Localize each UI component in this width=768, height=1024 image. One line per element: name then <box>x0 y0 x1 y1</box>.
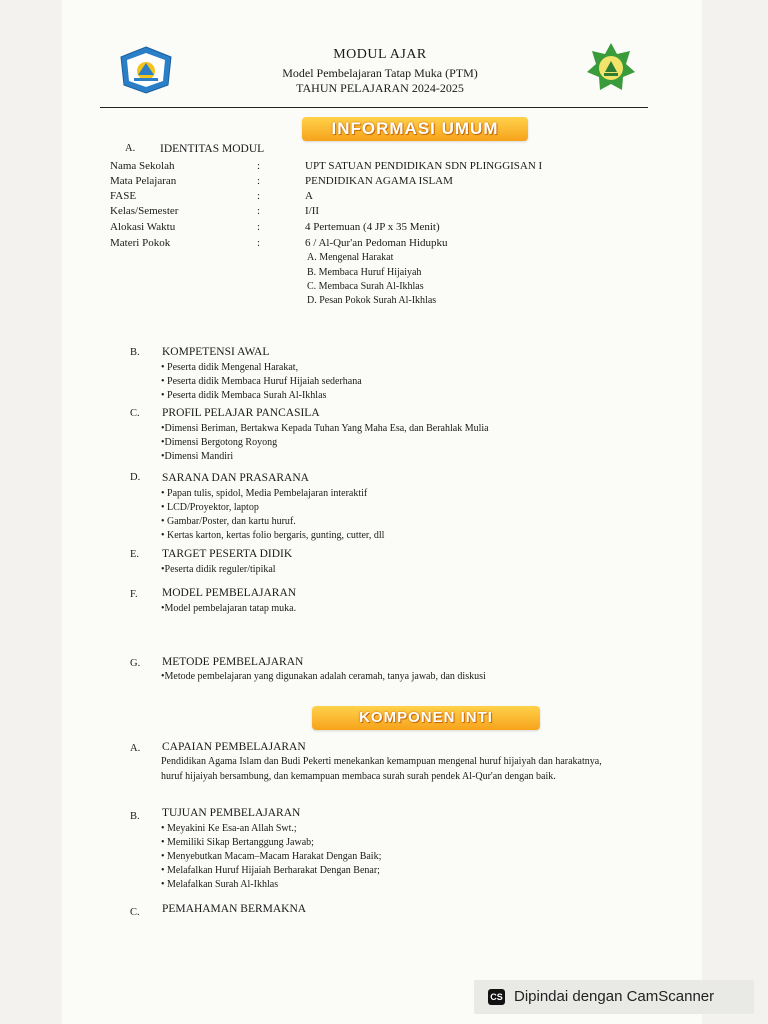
target-letter: E. <box>130 549 140 560</box>
capaian-heading: CAPAIAN PEMBELAJARAN <box>162 741 306 753</box>
materi-sub-item: C. Membaca Surah Al-Ikhlas <box>307 281 424 292</box>
list-item: •Model pembelajaran tatap muka. <box>161 603 297 614</box>
list-item: • Melafalkan Huruf Hijaiah Berharakat Dengan Benar; <box>161 865 380 876</box>
identitas-value: A <box>305 190 313 202</box>
list-item: •Metode pembelajaran yang digunakan adalah ceramah, tanya jawab, dan diskusi <box>161 671 486 682</box>
kompetensi-letter: B. <box>130 347 140 358</box>
paragraph-line: Pendidikan Agama Islam dan Budi Pekerti menekankan kemampuan mengenal huruf hijaiyah dan harakatnya, <box>161 756 602 767</box>
list-item: •Dimensi Mandiri <box>161 451 234 462</box>
header-divider <box>100 107 648 108</box>
document-page <box>62 0 702 1024</box>
identitas-value: PENDIDIKAN AGAMA ISLAM <box>305 175 453 187</box>
identitas-value: 4 Pertemuan (4 JP x 35 Menit) <box>305 221 440 233</box>
metode-letter: G. <box>130 658 141 669</box>
profil-letter: C. <box>130 408 140 419</box>
identitas-colon: : <box>257 160 261 172</box>
list-item: • Peserta didik Mengenal Harakat, <box>161 362 299 373</box>
list-item: • Menyebutkan Macam–Macam Harakat Dengan Baik; <box>161 851 382 862</box>
kemenag-logo-icon <box>586 42 636 94</box>
list-item: • Peserta didik Membaca Huruf Hijaiah sederhana <box>161 376 362 387</box>
identitas-value: UPT SATUAN PENDIDIKAN SDN PLINGGISAN I <box>305 160 543 172</box>
tujuan-heading: TUJUAN PEMBELAJARAN <box>162 807 301 819</box>
identitas-colon: : <box>257 237 261 249</box>
camscanner-watermark <box>474 980 754 1014</box>
identitas-heading: IDENTITAS MODUL <box>160 143 265 155</box>
materi-sub-item: B. Membaca Huruf Hijaiyah <box>307 267 422 278</box>
identitas-label: FASE <box>110 190 137 202</box>
list-item: • Gambar/Poster, dan kartu huruf. <box>161 516 296 527</box>
model-heading: MODEL PEMBELAJARAN <box>162 587 297 599</box>
list-item: • Papan tulis, spidol, Media Pembelajaran interaktif <box>161 488 368 499</box>
materi-sub-item: A. Mengenal Harakat <box>307 252 394 263</box>
tujuan-letter: B. <box>130 811 140 822</box>
target-heading: TARGET PESERTA DIDIK <box>162 548 293 560</box>
identitas-label: Kelas/Semester <box>110 205 179 217</box>
academic-year: TAHUN PELAJARAN 2024-2025 <box>296 81 464 95</box>
komponen-inti-banner: KOMPONEN INTI <box>312 706 540 730</box>
pemahaman-heading: PEMAHAMAN BERMAKNA <box>162 903 307 915</box>
document-subtitle: Model Pembelajaran Tatap Muka (PTM) <box>282 66 478 80</box>
metode-heading: METODE PEMBELAJARAN <box>162 656 304 668</box>
list-item: •Peserta didik reguler/tipikal <box>161 564 276 575</box>
identitas-letter: A. <box>125 143 136 154</box>
identitas-colon: : <box>257 190 261 202</box>
list-item: • Meyakini Ke Esa-an Allah Swt.; <box>161 823 297 834</box>
pemahaman-letter: C. <box>130 907 140 918</box>
identitas-colon: : <box>257 205 261 217</box>
paragraph-line: huruf hijaiyah bersambung, dan kemampuan membaca surah surah pendek Al-Qur'an dengan baik. <box>161 771 556 782</box>
kompetensi-heading: KOMPETENSI AWAL <box>162 346 270 358</box>
list-item: • Kertas karton, kertas folio bergaris, gunting, cutter, dll <box>161 530 385 541</box>
identitas-label: Materi Pokok <box>110 237 171 249</box>
list-item: • Memiliki Sikap Bertanggung Jawab; <box>161 837 314 848</box>
identitas-value: 6 / Al-Qur'an Pedoman Hidupku <box>305 237 448 249</box>
list-item: •Dimensi Beriman, Bertakwa Kepada Tuhan Yang Maha Esa, dan Berahlak Mulia <box>161 423 489 434</box>
identitas-label: Mata Pelajaran <box>110 175 177 187</box>
list-item: • Peserta didik Membaca Surah Al-Ikhlas <box>161 390 327 401</box>
identitas-label: Nama Sekolah <box>110 160 175 172</box>
list-item: • LCD/Proyektor, laptop <box>161 502 259 513</box>
sarana-letter: D. <box>130 472 141 483</box>
materi-sub-item: D. Pesan Pokok Surah Al-Ikhlas <box>307 295 437 306</box>
identitas-value: I/II <box>305 205 320 217</box>
profil-heading: PROFIL PELAJAR PANCASILA <box>162 407 320 419</box>
camscanner-icon: CS <box>488 989 505 1005</box>
document-title: MODUL AJAR <box>333 47 427 62</box>
model-letter: F. <box>130 589 138 600</box>
list-item: • Melafalkan Surah Al-Ikhlas <box>161 879 279 890</box>
tut-wuri-logo-icon <box>116 45 176 95</box>
sarana-heading: SARANA DAN PRASARANA <box>162 472 309 484</box>
identitas-colon: : <box>257 175 261 187</box>
capaian-letter: A. <box>130 743 141 754</box>
informasi-umum-banner: INFORMASI UMUM <box>302 117 528 141</box>
list-item: •Dimensi Bergotong Royong <box>161 437 278 448</box>
camscanner-text: Dipindai dengan CamScanner <box>514 988 715 1005</box>
identitas-colon: : <box>257 221 261 233</box>
identitas-label: Alokasi Waktu <box>110 221 176 233</box>
